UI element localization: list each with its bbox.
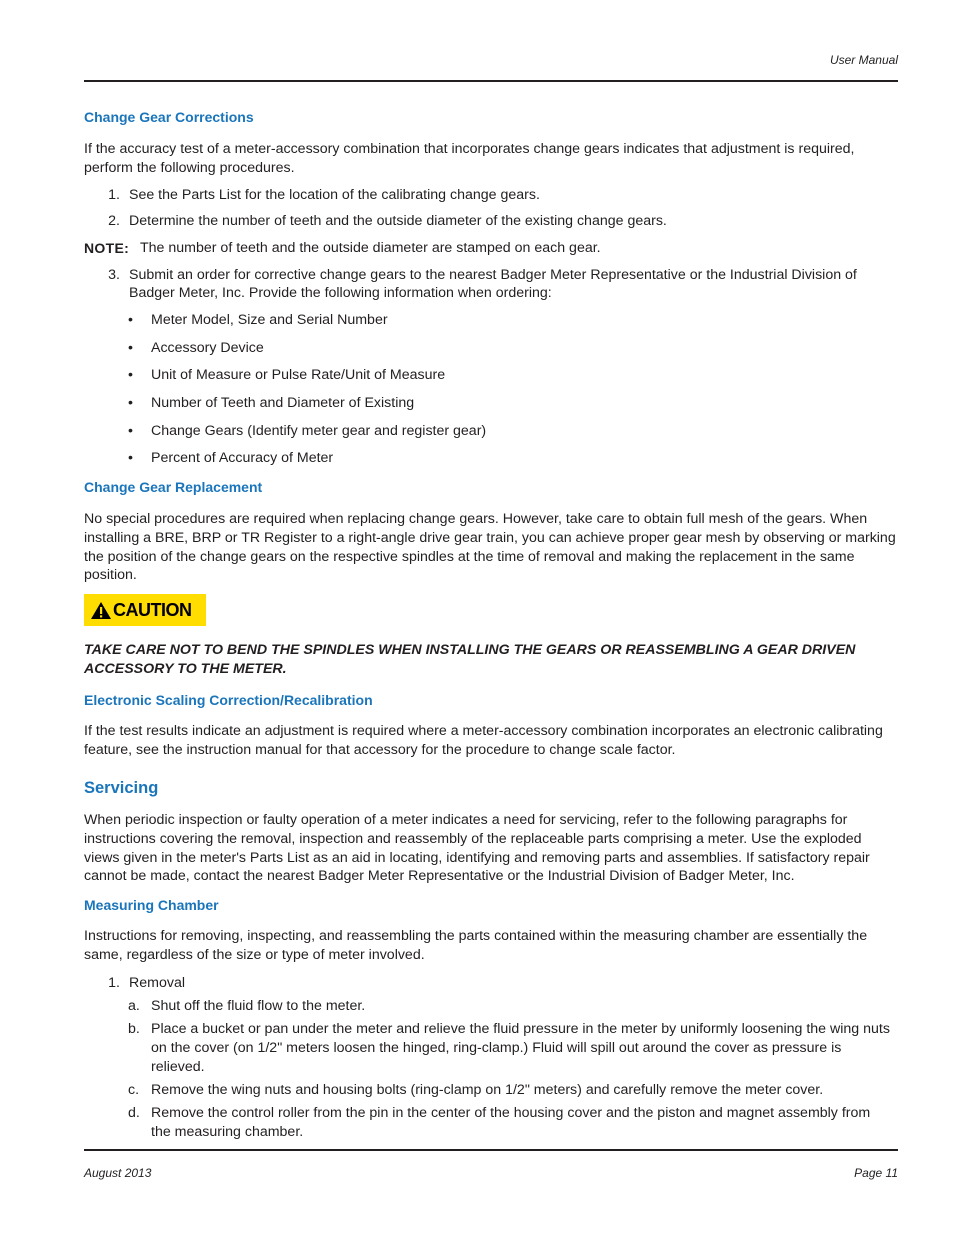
header-rule xyxy=(84,80,898,82)
sub-list-label: a. xyxy=(128,998,140,1014)
section-heading-measuring-chamber: Measuring Chamber xyxy=(84,897,219,913)
section-heading-change-gear-replacement: Change Gear Replacement xyxy=(84,479,263,495)
list-number: 3. xyxy=(108,267,120,283)
caution-label: CAUTION xyxy=(113,599,192,620)
footer-rule xyxy=(84,1149,898,1151)
bullet-text: Percent of Accuracy of Meter xyxy=(151,450,334,466)
footer-date: August 2013 xyxy=(84,1166,152,1180)
sub-list-text: Shut off the fluid flow to the meter. xyxy=(151,998,366,1014)
bullet-marker: • xyxy=(128,423,133,439)
list-item xyxy=(84,212,900,232)
list-item xyxy=(84,974,900,994)
paragraph-servicing: When periodic inspection or faulty operation of a meter indicates a need for servicing, refer to the following paragraphs for instructions covering the removal, inspection and reassembly of the replaceable parts comprising a meter. Use the exploded views given in the meter's Parts List as an aid in locating, identifying and removing parts and assemblies. If satisfactory repair cannot be made, contact the nearest Badger Meter Representative or the Industrial Division of Badger Meter, Inc. xyxy=(84,812,870,885)
bullet-text: Number of Teeth and Diameter of Existing xyxy=(151,395,415,411)
list-text: Removal xyxy=(129,975,185,991)
sub-list-label: b. xyxy=(128,1021,140,1037)
note-label: NOTE: xyxy=(84,240,130,256)
caution-banner xyxy=(84,594,206,626)
list-number: 2. xyxy=(108,213,120,229)
bullet-marker: • xyxy=(128,367,133,383)
sub-list-text: Remove the wing nuts and housing bolts (ring-clamp on 1/2" meters) and carefully remove the meter cover. xyxy=(151,1082,824,1098)
section-heading-change-gear-corrections: Change Gear Corrections xyxy=(84,109,254,125)
list-item xyxy=(84,186,900,206)
running-header: User Manual xyxy=(829,53,898,67)
sub-list-text: Remove the control roller from the pin in the center of the housing cover and the piston and magnet assembly from the measuring chamber. xyxy=(151,1105,871,1140)
sub-list-label: d. xyxy=(128,1105,140,1121)
bullet-text: Change Gears (Identify meter gear and register gear) xyxy=(151,423,487,439)
list-number: 1. xyxy=(108,187,120,203)
warning-triangle-icon xyxy=(90,601,112,620)
paragraph-electronic-scaling: If the test results indicate an adjustment is required where a meter-accessory combination incorporates an electronic calibrating feature, see the instruction manual for that accessory for the procedure to change scale factor. xyxy=(84,723,883,758)
bullet-text: Accessory Device xyxy=(151,340,264,356)
bullet-marker: • xyxy=(128,312,133,328)
bullet-marker: • xyxy=(128,395,133,411)
section-heading-electronic-scaling: Electronic Scaling Correction/Recalibration xyxy=(84,692,373,708)
sub-list-item xyxy=(128,1104,898,1144)
paragraph-intro: If the accuracy test of a meter-accessory combination that incorporates change gears indicates that adjustment is required, perform the following procedures. xyxy=(84,141,855,176)
sub-list-item xyxy=(128,997,898,1017)
bullet-marker: • xyxy=(128,340,133,356)
list-item xyxy=(84,266,900,306)
sub-list-item xyxy=(128,1081,898,1101)
sub-list-label: c. xyxy=(128,1082,140,1098)
list-number: 1. xyxy=(108,975,120,991)
caution-text: TAKE CARE NOT TO BEND THE SPINDLES WHEN INSTALLING THE GEARS OR REASSEMBLING A GEAR DRIVEN ACCESSORY TO THE METER. xyxy=(84,642,856,677)
bullet-marker: • xyxy=(128,450,133,466)
sub-list-item xyxy=(128,1020,898,1080)
bullet-text: Unit of Measure or Pulse Rate/Unit of Measure xyxy=(151,367,446,383)
paragraph-replacement: No special procedures are required when replacing change gears. However, take care to obtain full mesh of the gears. When installing a BRE, BRP or TR Register to a right-angle drive gear train, you can achieve proper gear mesh by observing or marking the position of the change gears on the respective spindles at the time of removal and making the replacement in the same position. xyxy=(84,511,896,584)
list-text: Submit an order for corrective change gears to the nearest Badger Meter Representative or the Industrial Division of Badger Meter, Inc. Provide the following information when ordering: xyxy=(129,267,857,301)
note-text: The number of teeth and the outside diameter are stamped on each gear. xyxy=(140,240,601,256)
bullet-text: Meter Model, Size and Serial Number xyxy=(151,312,388,328)
section-heading-servicing: Servicing xyxy=(84,779,159,797)
footer-page-number: Page 11 xyxy=(854,1166,898,1180)
sub-list-text: Place a bucket or pan under the meter and relieve the fluid pressure in the meter by uniformly loosening the wing nuts on the cover (on 1/2" meters loosen the hinged, ring-clamp.) Fluid will spill out around the cover as pressure is relieved. xyxy=(151,1021,890,1075)
paragraph-measuring-chamber: Instructions for removing, inspecting, and reassembling the parts contained within the measuring chamber are essentially the same, regardless of the size or type of meter involved. xyxy=(84,928,868,963)
list-text: See the Parts List for the location of the calibrating change gears. xyxy=(129,187,540,203)
list-text: Determine the number of teeth and the outside diameter of the existing change gears. xyxy=(129,213,667,229)
